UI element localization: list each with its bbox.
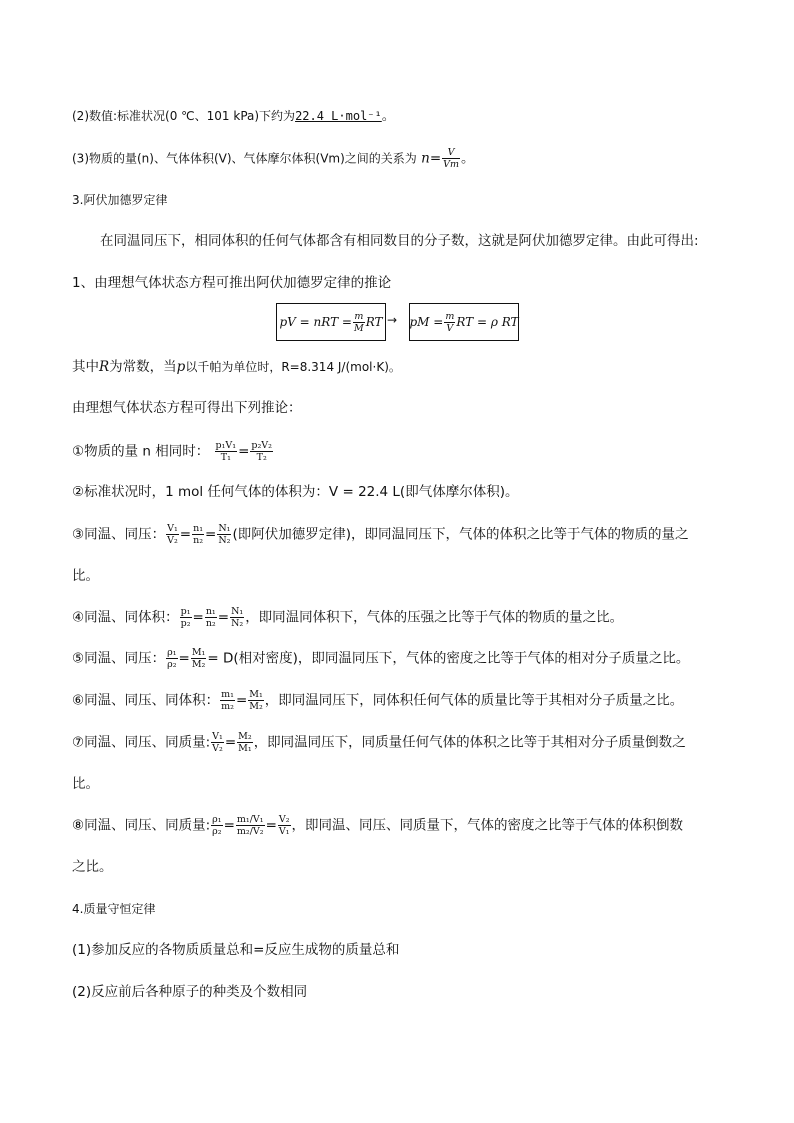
inference-item-6: ⑥同温、同压、同体积： $\frac{\text{m₁}}{\text{m₂}}$ = $\frac{\text{M₁}}{\text{M₂}}$ ，即同温同压下，同体积任何气体的质量比等于其相对分子质量之比。 [72,689,684,712]
line-gas-constant: 其中R为常数，当p以千帕为单位时，R=8.314 J/(mol·K)。 [72,359,401,375]
formula-box-density: pM = $\frac{m}{V}$ RT = ρ RT [409,303,519,341]
inference-item-5: ⑤同温、同压： $\frac{\text{ρ₁}}{\text{ρ₂}}$ = $\frac{\text{M₁}}{\text{M₂}}$ = D(相对密度)，即同温同压下，气体的密度之比等于气体的相对分子质量之比。 [72,647,690,670]
molar-volume-value: 22.4 L·mol⁻¹ [295,109,382,123]
subheading-inference: 1、由理想气体状态方程可推出阿伏加德罗定律的推论 [72,275,392,291]
line-molar-volume-value: (2)数值:标准状况(0 ℃、101 kPa)下约为22.4 L·mol⁻¹。 [72,108,396,124]
paragraph-avogadro: 在同温同压下，相同体积的任何气体都含有相同数目的分子数，这就是阿伏加德罗定律。由此可得出: [100,233,699,249]
line-relation: (3)物质的量(n)、气体体积(V)、气体摩尔体积(Vm)之间的关系为 n= $\frac{V}{Vm}$ 。 [72,147,475,170]
inference-item-4: ④同温、同体积： $\frac{\text{p₁}}{\text{p₂}}$ = $\frac{\text{n₁}}{\text{n₂}}$ = $\frac{\text{N₁}}{\text{N₂}}$ ，即同温同体积下，气体的压强之比等于气体的物质的量之比。 [72,606,624,629]
inference-item-1: ①物质的量 n 相同时： $\frac{\text{p₁V₁}}{\text{T₁}}$ = $\frac{\text{p₂V₂}}{\text{T₂}}$ [72,440,272,463]
rule-2: (2)反应前后各种原子的种类及个数相同 [72,984,308,1000]
inference-item-3: ③同温、同压： $\frac{\text{V₁}}{\text{V₂}}$ = $\frac{\text{n₁}}{\text{n₂}}$ = $\frac{\text{N₁}}{\text{N₂}}$ (即阿伏加德罗定律)，即同温同压下，气体的体积之比等于气体的物质的量之 [72,523,689,546]
arrow-icon: → [387,313,398,327]
heading-mass-conservation: 4.质量守恒定律 [72,902,156,916]
derive-intro: 由理想气体状态方程可得出下列推论： [72,400,302,416]
inference-item-8: ⑧同温、同压、同质量: $\frac{\text{ρ₁}}{\text{ρ₂}}$ = $\frac{\text{m₁/V₁}}{\text{m₂/V₂}}$ = $\frac{\text{V₂}}{\text{V₁}}$ ，即同温、同压、同质量下，气体的密度之比等于气体的体积倒数 [72,814,684,837]
inference-item-7-cont: 比。 [72,776,99,792]
inference-item-8-cont: 之比。 [72,859,113,875]
rule-1: (1)参加反应的各物质质量总和=反应生成物的质量总和 [72,942,400,958]
inference-item-7: ⑦同温、同压、同质量: $\frac{\text{V₁}}{\text{V₂}}$ = $\frac{\text{M₂}}{\text{M₁}}$ ，即同温同压下，同质量任何气体的体积之比等于其相对分子质量倒数之 [72,731,686,754]
formula-box-ideal-gas: pV = nRT = $\frac{m}{M}$ RT [276,303,386,341]
inference-item-2: ②标准状况时，1 mol 任何气体的体积为：V = 22.4 L(即气体摩尔体积)。 [72,484,519,500]
inference-item-3-cont: 比。 [72,568,99,584]
heading-avogadro: 3.阿伏加德罗定律 [72,193,168,207]
fraction-v-over-vm: $\frac{V}{Vm}$ [443,147,459,170]
